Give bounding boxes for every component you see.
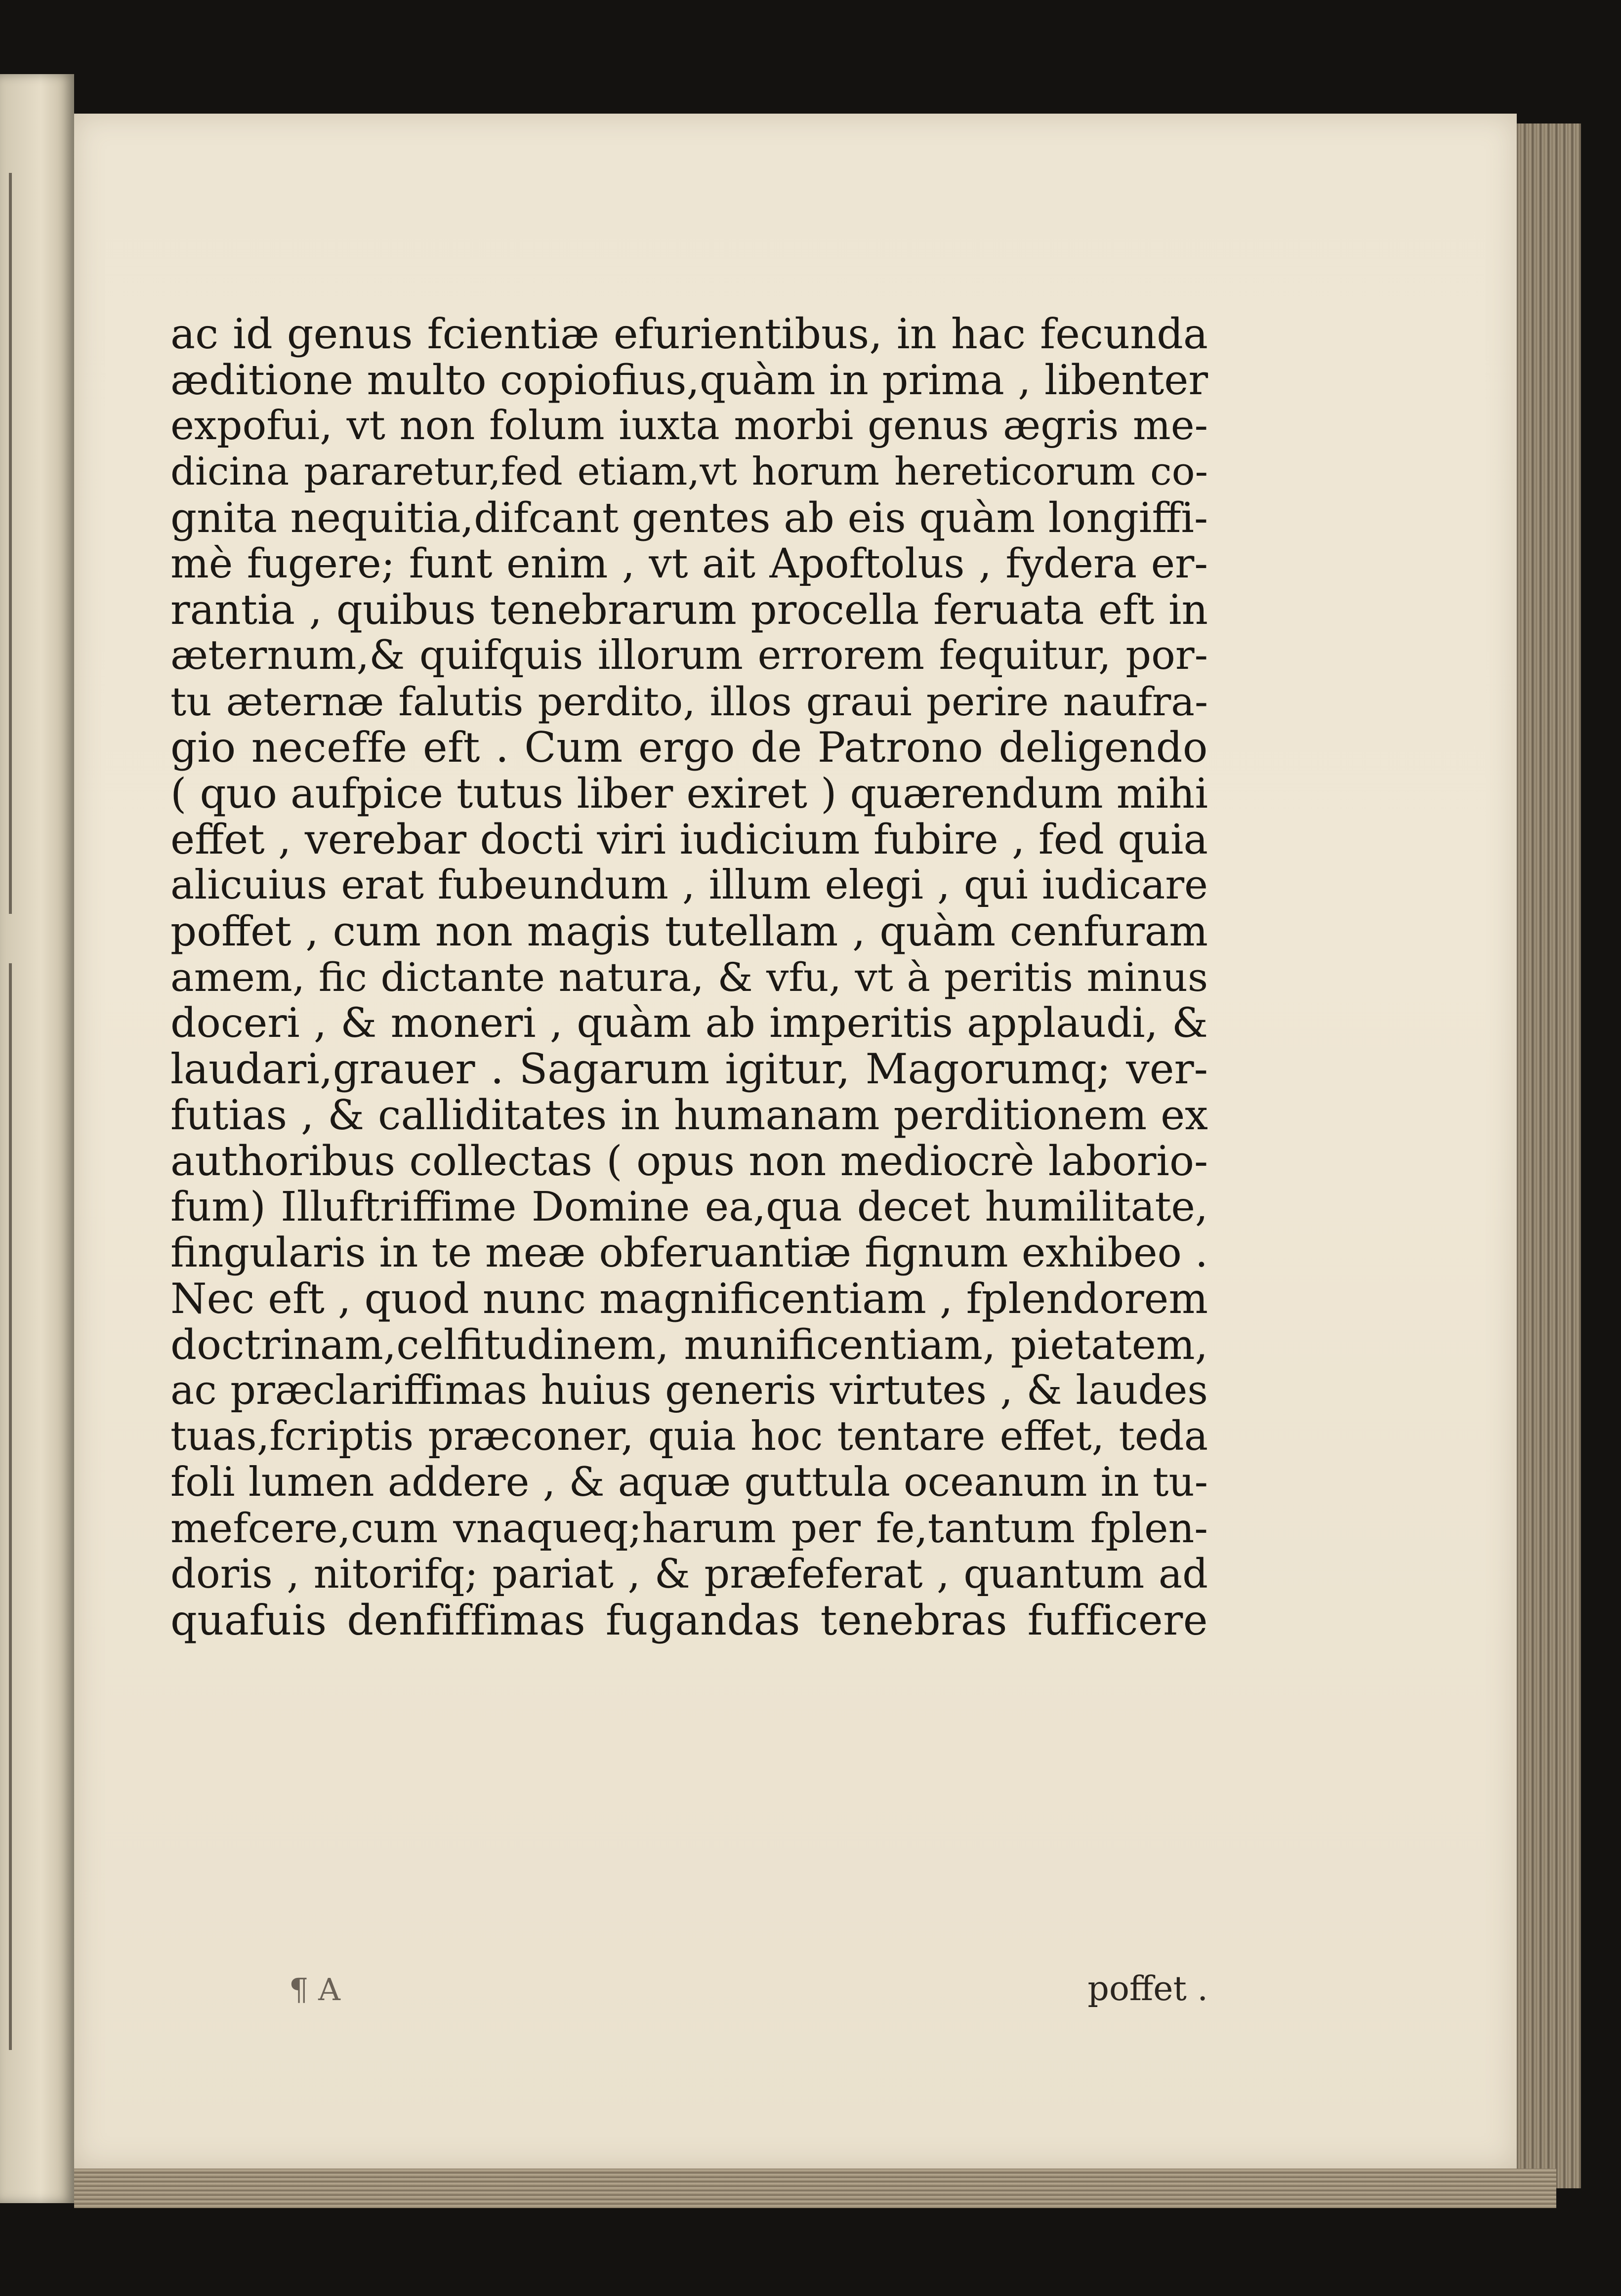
text-line: effet , verebar docti viri iudicium fubire , fed quia bbox=[170, 816, 1208, 863]
text-line: ac præclariffimas huius generis virtutes , & laudes bbox=[170, 1367, 1208, 1414]
text-line: fum) Illuftriffime Domine ea,qua decet humilitate, bbox=[170, 1184, 1208, 1230]
signature-mark: ¶ A bbox=[289, 1971, 340, 2008]
text-line: laudari,grauer . Sagarum igitur, Magorumq; ver- bbox=[170, 1045, 1208, 1093]
text-line: tuas,fcriptis præconer, quia hoc tentare effet, teda bbox=[170, 1413, 1208, 1460]
text-line: expofui, vt non folum iuxta morbi genus ægris me- bbox=[170, 403, 1208, 449]
facing-page-rule bbox=[9, 963, 12, 2050]
text-line: tu æternæ falutis perdito, illos graui perire naufra- bbox=[170, 679, 1208, 725]
text-line: mè fugere; funt enim , vt ait Apoftolus , fydera er- bbox=[170, 540, 1208, 587]
text-line: mefcere,cum vnaqueq;harum per fe,tantum fplen- bbox=[170, 1505, 1208, 1552]
text-line: foli lumen addere , & aquæ guttula oceanum in tu- bbox=[170, 1459, 1208, 1506]
text-line: authoribus collectas ( opus non mediocrè laborio- bbox=[170, 1137, 1208, 1185]
facing-page-rule bbox=[9, 173, 12, 914]
page-bottom-edge bbox=[74, 2169, 1556, 2208]
text-line: rantia , quibus tenebrarum procella feruata eft in bbox=[170, 586, 1208, 634]
catchword: poffet . bbox=[1087, 1969, 1208, 2009]
facing-page-edge bbox=[0, 74, 74, 2203]
text-line: Nec eft , quod nunc magnificentiam , fplendorem bbox=[170, 1274, 1208, 1323]
text-line: doris , nitorifq; pariat , & præfeferat , quantum ad bbox=[170, 1551, 1208, 1598]
text-line: ac id genus fcientiæ efurientibus, in hac fecunda bbox=[170, 310, 1208, 358]
text-line: æditione multo copiofius,quàm in prima , libenter bbox=[170, 356, 1208, 404]
page-footer bbox=[170, 1968, 1208, 2013]
text-line: alicuius erat fubeundum , illum elegi , qui iudicare bbox=[170, 862, 1208, 908]
text-line: ( quo aufpice tutus liber exiret ) quærendum mihi bbox=[170, 770, 1208, 818]
page-text-block bbox=[170, 311, 1208, 1643]
text-line: æternum,& quifquis illorum errorem fequitur, por- bbox=[170, 632, 1208, 679]
text-line: dicina pararetur,fed etiam,vt horum hereticorum co- bbox=[170, 450, 1208, 494]
page-fore-edge bbox=[1512, 123, 1581, 2188]
text-line: doctrinam,celfitudinem, munificentiam, pietatem, bbox=[170, 1321, 1208, 1369]
text-line: fingularis in te meæ obferuantiæ fignum exhibeo . bbox=[170, 1230, 1208, 1276]
text-line: quafuis denfiffimas fugandas tenebras fufficere bbox=[170, 1596, 1208, 1644]
text-line: doceri , & moneri , quàm ab imperitis applaudi, & bbox=[170, 1000, 1208, 1047]
text-line: gio neceffe eft . Cum ergo de Patrono deligendo bbox=[170, 723, 1208, 772]
text-line: futias , & calliditates in humanam perditionem ex bbox=[170, 1091, 1208, 1139]
text-line: gnita nequitia,difcant gentes ab eis quàm longiffi- bbox=[170, 494, 1208, 542]
text-line: amem, fic dictante natura, & vfu, vt à peritis minus bbox=[170, 954, 1208, 1000]
text-line: poffet , cum non magis tutellam , quàm cenfuram bbox=[170, 907, 1208, 955]
